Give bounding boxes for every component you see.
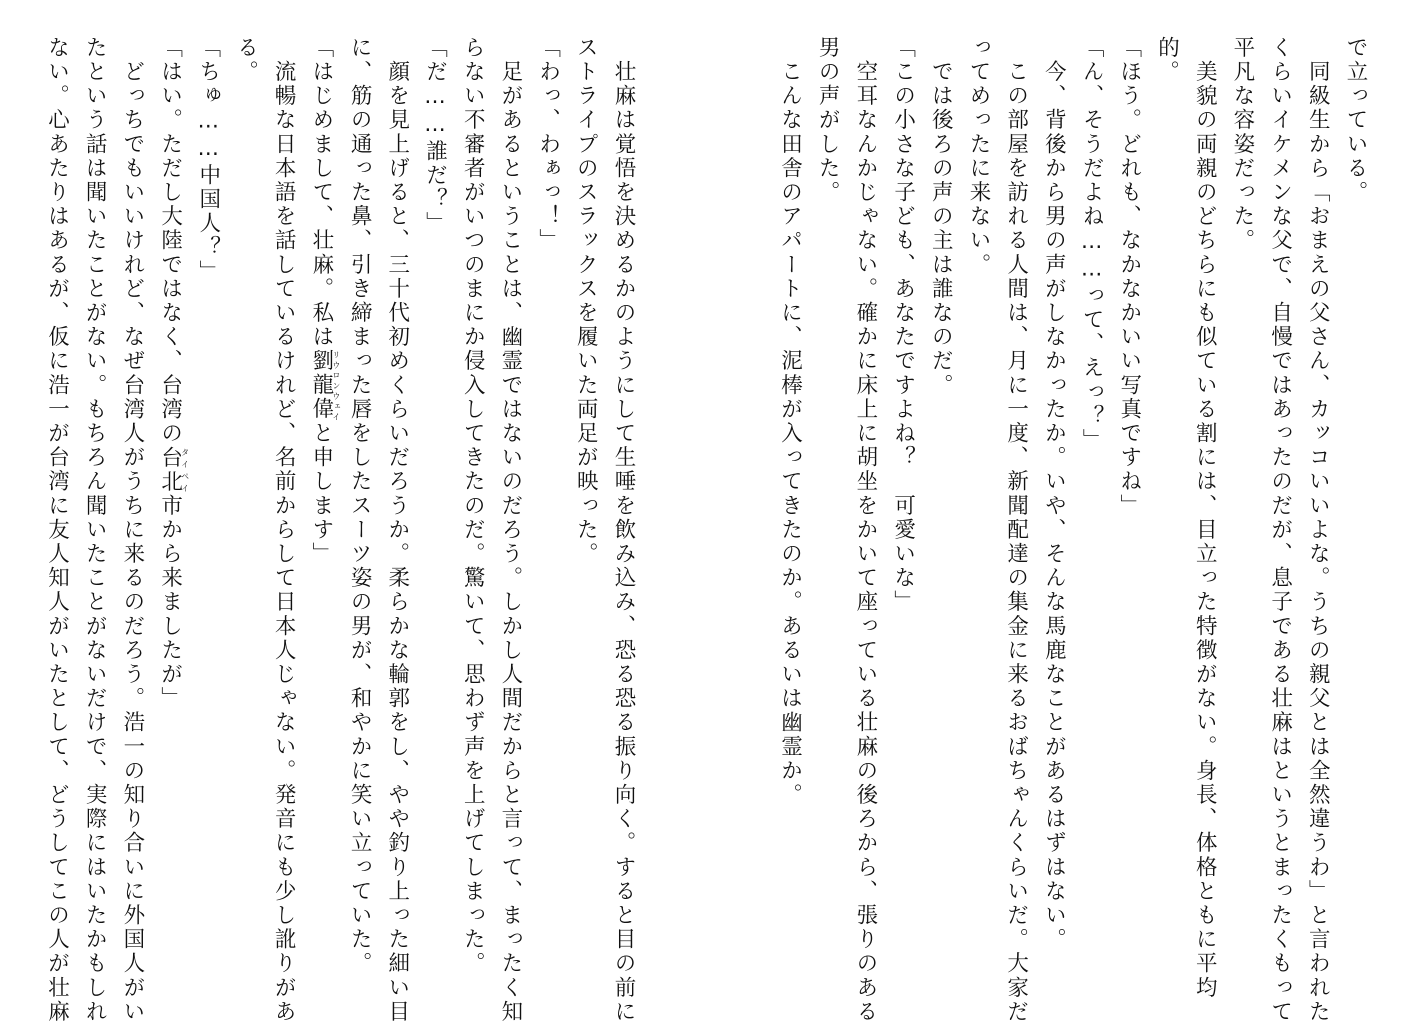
text-segment: 「はじめまして、壮麻。私は: [308, 36, 334, 350]
text-line: 空耳なんかじゃない。確かに床上に胡坐をかいて座っている壮麻の後ろから、張りのある: [852, 36, 878, 1024]
text-line: 美貌の両親のどちらにも似ている割には、目立った特徴がない。身長、体格ともに平均: [1192, 36, 1218, 1000]
text-line: 「だ……誰だ？」: [422, 36, 448, 236]
text-line: 今、背後から男の声がしなかったか。いや、そんな馬鹿なことがあるはずはない。: [1041, 36, 1067, 952]
text-segment: 市から来ましたが」: [157, 493, 183, 711]
text-line: 「ほう。どれも、なかなかいい写真ですね」: [1116, 36, 1142, 518]
text-line: 流暢な日本語を話しているけれど、名前からして日本人じゃない。発音にも少し訛りがあ: [271, 36, 297, 1024]
text-line: 的。: [1154, 36, 1180, 85]
text-line: こんな田舎のアパートに、泥棒が入ってきたのか。あるいは幽霊か。: [777, 36, 803, 808]
text-line-with-ruby: [302, 36, 340, 966]
text-line: に、筋の通った鼻、引き締まった唇をしたスーツ姿の男が、和やかに笑い立っていた。: [347, 36, 373, 976]
text-block-right: [771, 36, 1374, 1024]
text-line: 「この小さな子ども、あなたですよね？ 可愛いな」: [890, 36, 916, 615]
text-line: では後ろの声の主は誰なのだ。: [928, 36, 954, 398]
ruby-place: [157, 445, 190, 494]
text-line: 「ん、そうだよね……って、えっ？」: [1079, 36, 1105, 453]
text-line: 同級生から「おまえの父さん、カッコいいよな。うちの親父とは全然違うわ」と言われた: [1305, 36, 1331, 1024]
text-line: らない不審者がいつのまにか侵入してきたのだ。驚いて、思わず声を上げてしまった。: [460, 36, 486, 976]
text-line: る。: [233, 36, 259, 85]
text-line: 壮麻は覚悟を決めるかのようにして生唾を飲み込み、恐る恐る振り向く。すると目の前に: [611, 36, 636, 1024]
text-segment: 「はい。ただし大陸ではなく、台湾の: [157, 36, 183, 446]
text-line: 「ちゅ……中国人？」: [195, 36, 221, 284]
text-line: ってめったに来ない。: [965, 36, 991, 277]
ruby-base: 劉龍偉: [308, 349, 334, 422]
text-line: ない。心あたりはあるが、仮に浩一が台湾に友人知人がいたとして、どうしてこの人が壮麻: [44, 36, 70, 1024]
text-line-with-ruby: [151, 36, 189, 966]
text-line: この部屋を訪れる人間は、月に一度、新聞配達の集金に来るおばちゃんくらいだ。大家だ: [1003, 36, 1029, 1024]
text-segment: と申します」: [308, 421, 334, 567]
text-line: どっちでもいいけれど、なぜ台湾人がうちに来るのだろう。浩一の知り合いに外国人がい: [119, 36, 145, 1024]
ruby-name: [308, 349, 341, 422]
ruby-reading: リウロンウェイ: [331, 349, 341, 422]
text-line: くらいイケメンな父で、自慢ではあったのだが、息子である壮麻はというとまったくもって: [1267, 36, 1293, 1024]
text-line: 顔を見上げると、三十代初めくらいだろうか。柔らかな輪郭をし、やや釣り上った細い目: [384, 36, 410, 1024]
text-line: ストライプのスラックスを履いた両足が映った。: [573, 36, 599, 567]
text-line: たという話は聞いたことがない。もちろん聞いたことがないだけで、実際にはいたかもしれ: [82, 36, 108, 1024]
text-line: 男の声がした。: [815, 36, 841, 205]
ruby-reading: タイペイ: [180, 445, 190, 494]
ruby-base: 台北: [157, 445, 183, 494]
text-line: で立っている。: [1343, 36, 1368, 205]
text-line: 「わっ、わぁっ！」: [535, 36, 561, 253]
text-line: 平凡な容姿だった。: [1229, 36, 1255, 253]
text-block-left: [38, 36, 642, 1024]
text-line: 足があるということは、幽霊ではないのだろう。しかし人間だからと言って、まったく知: [497, 36, 523, 1024]
